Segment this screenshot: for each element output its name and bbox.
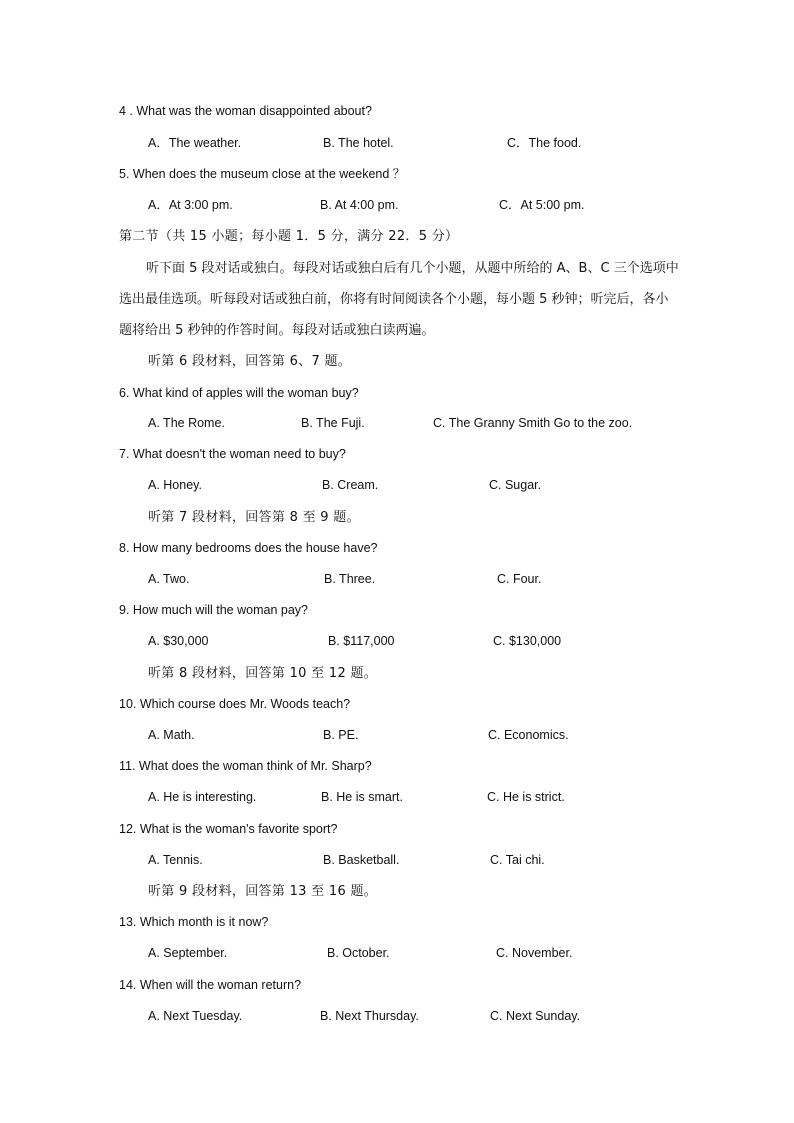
option-b: B. The Fuji.	[301, 416, 365, 430]
question-9-options	[0, 630, 794, 652]
question-7: 7. What doesn't the woman need to buy?	[119, 447, 346, 461]
option-c: C. November.	[496, 946, 573, 960]
option-c: C. He is strict.	[487, 790, 565, 804]
material-8-prompt: 听第 8 段材料，回答第 10 至 12 题。	[148, 666, 378, 681]
option-a: A. September.	[148, 946, 228, 960]
option-b: B. Cream.	[322, 478, 379, 492]
material-7-prompt: 听第 7 段材料，回答第 8 至 9 题。	[148, 510, 360, 525]
question-7-options	[0, 474, 794, 496]
option-c: C．At 5:00 pm.	[499, 198, 585, 212]
option-a: A. The Rome.	[148, 416, 225, 430]
option-c: C. Tai chi.	[490, 853, 545, 867]
option-c: C. Four.	[497, 572, 542, 586]
option-c: C. $130,000	[493, 634, 562, 648]
question-11-options	[0, 786, 794, 808]
question-11: 11. What does the woman think of Mr. Sharp?	[119, 759, 372, 773]
option-c: C．The food.	[507, 136, 582, 150]
question-8: 8. How many bedrooms does the house have?	[119, 541, 378, 555]
option-b: B. PE.	[323, 728, 359, 742]
section-2-instructions: 听下面 5 段对话或独白。每段对话或独白后有几个小题，从题中所给的 A、B、C 三个选项中选出最佳选项。听每段对话或独白前，你将有时间阅读各个小题，每小题 5 秒钟；听完后，各小题将给出 5 秒钟的作答时间。每段对话或独白读两遍。	[119, 261, 679, 338]
question-12: 12. What is the woman's favorite sport?	[119, 822, 338, 836]
option-b: B. Three.	[324, 572, 376, 586]
option-a: A. Math.	[148, 728, 195, 742]
question-4-options	[0, 132, 794, 154]
option-a: A. Tennis.	[148, 853, 203, 867]
question-6-options	[0, 412, 794, 434]
question-6: 6. What kind of apples will the woman buy?	[119, 386, 359, 400]
section-2-heading: 第二节（共 15 小题；每小题 1．5 分，满分 22．5 分）	[119, 229, 459, 244]
question-13-options	[0, 942, 794, 964]
question-14: 14. When will the woman return?	[119, 978, 302, 992]
question-10: 10. Which course does Mr. Woods teach?	[119, 697, 351, 711]
option-b: B. $117,000	[328, 634, 395, 648]
question-5-options	[0, 194, 794, 216]
option-a: A. Honey.	[148, 478, 202, 492]
option-c: C. Next Sunday.	[490, 1009, 581, 1023]
option-b: B. At 4:00 pm.	[320, 198, 399, 212]
option-a: A．The weather.	[148, 136, 242, 150]
question-8-options	[0, 568, 794, 590]
question-10-options	[0, 724, 794, 746]
option-c: C. The Granny Smith Go to the zoo.	[433, 416, 633, 430]
option-c: C. Sugar.	[489, 478, 542, 492]
option-b: B. October.	[327, 946, 390, 960]
option-b: B. Basketball.	[323, 853, 400, 867]
question-14-options	[0, 1005, 794, 1027]
option-a: A. Next Tuesday.	[148, 1009, 243, 1023]
question-5: 5. When does the museum close at the weekend ？	[119, 167, 406, 181]
material-9-prompt: 听第 9 段材料，回答第 13 至 16 题。	[148, 884, 378, 899]
option-a: A. He is interesting.	[148, 790, 257, 804]
option-a: A. $30,000	[148, 634, 209, 648]
question-12-options	[0, 849, 794, 871]
option-b: B. The hotel.	[323, 136, 394, 150]
question-13: 13. Which month is it now?	[119, 915, 269, 929]
option-b: B. He is smart.	[321, 790, 403, 804]
option-b: B. Next Thursday.	[320, 1009, 419, 1023]
question-4: 4 . What was the woman disappointed about?	[119, 104, 372, 118]
question-9: 9. How much will the woman pay?	[119, 603, 308, 617]
option-a: A．At 3:00 pm.	[148, 198, 233, 212]
option-a: A. Two.	[148, 572, 190, 586]
option-c: C. Economics.	[488, 728, 569, 742]
material-6-prompt: 听第 6 段材料，回答第 6、7 题。	[148, 354, 352, 369]
